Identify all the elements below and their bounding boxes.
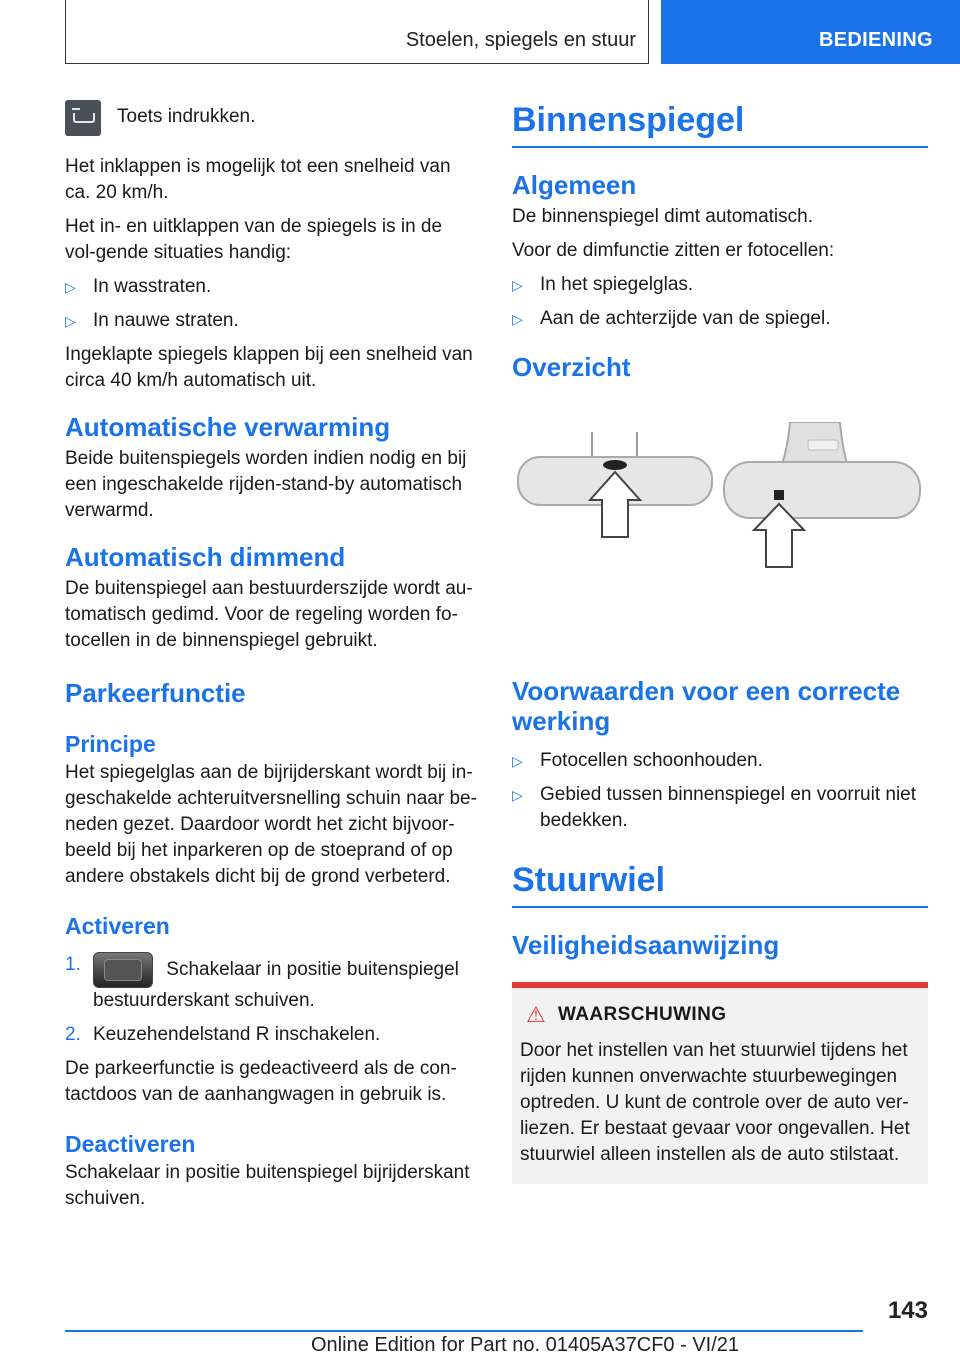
list-item: ▷ In nauwe straten. (65, 308, 477, 334)
heading-safety: Veiligheidsaanwijzing (512, 930, 780, 960)
page-number: 143 (887, 1297, 928, 1324)
heading-dimming: Automatisch dimmend (65, 542, 346, 572)
warning-text: Door het instellen van het stuurwiel tijdens het rijden kunnen onverwachte stuurbewegingen optreden. U kunt de controle over de auto ver-liezen. Er bestaat gevaar voor ongevallen. Het stuurwiel alleen instellen als de auto stilstaat. (520, 1040, 910, 1165)
right-column (512, 100, 928, 1184)
general-text-2: Voor de dimfunctie zitten er fotocellen: (512, 240, 835, 261)
press-button-row (65, 100, 477, 136)
fold-situations-text: Het in- en uitklappen van de spiegels is in de vol-gende situaties handig: (65, 216, 443, 263)
fold-speed-text: Het inklappen is mogelijk tot een snelheid van ca. 20 km/h. (65, 156, 451, 203)
heading-overview: Overzicht (512, 352, 631, 382)
footer-divider (65, 1330, 863, 1332)
left-column (65, 100, 477, 1212)
list-item: ▷ Fotocellen schoonhouden. (512, 748, 928, 774)
header-chapter-tab[interactable] (661, 0, 960, 64)
heading-conditions: Voorwaarden voor een correcte werking (512, 676, 901, 736)
mirror-illustration (512, 422, 928, 602)
bullet-triangle-icon: ▷ (512, 753, 523, 769)
heading-deactivate: Deactiveren (65, 1131, 196, 1157)
warning-triangle-icon: ⚠ (526, 1002, 547, 1027)
list-item: ▷ Gebied tussen binnenspiegel en voorruit niet bedekken. (512, 784, 917, 831)
heading-inner-mirror: Binnenspiegel (512, 100, 928, 148)
list-item: ▷ Aan de achterzijde van de spiegel. (512, 306, 928, 332)
heating-text: Beide buitenspiegels worden indien nodig en bij een ingeschakelde rijden-stand-by automatisch verwarmd. (65, 448, 467, 521)
bullet-triangle-icon: ▷ (512, 277, 523, 293)
activate-note-text: De parkeerfunctie is gedeactiveerd als de con-tactdoos van de aanhangwagen in gebruik is. (65, 1058, 457, 1105)
footer-edition: Online Edition for Part no. 01405A37CF0 - VI/21 (311, 1334, 740, 1356)
heading-general: Algemeen (512, 170, 637, 200)
heading-parking: Parkeerfunctie (65, 678, 246, 708)
warning-box (512, 982, 928, 1184)
warning-title: ⚠ WAARSCHUWING (526, 1002, 727, 1027)
heading-steering-wheel: Stuurwiel (512, 860, 928, 908)
heading-principle: Principe (65, 731, 156, 757)
press-button-text: Toets indrukken. (117, 106, 256, 127)
heading-heating: Automatische verwarming (65, 412, 391, 442)
deactivate-text: Schakelaar in positie buitenspiegel bijrijderskant schuiven. (65, 1162, 470, 1209)
inner-mirror-figure (512, 422, 928, 602)
unfold-speed-text: Ingeklapte spiegels klappen bij een snelheid van circa 40 km/h automatisch uit. (65, 344, 473, 391)
bullet-triangle-icon: ▷ (512, 311, 523, 327)
bullet-triangle-icon: ▷ (512, 787, 523, 803)
bullet-triangle-icon: ▷ (65, 279, 76, 295)
header-section-box (65, 0, 649, 64)
list-item: 1. Schakelaar in positie buitenspiegel bestuurderskant schuiven. (65, 954, 459, 1011)
header-section-title: Stoelen, spiegels en stuur (405, 29, 636, 51)
mirror-switch-icon (93, 952, 153, 988)
list-item: ▷ In wasstraten. (65, 274, 477, 300)
principle-text: Het spiegelglas aan de bijrijderskant wordt bij in-geschakelde achteruitversnelling schuin naar be-neden gezet. Daardoor wordt het zicht bijvoor-beeld bij het inparkeren op de stoeprand of op andere obstakels dicht bij de grond verbeterd. (65, 762, 477, 887)
list-item: 2. Keuzehendelstand R inschakelen. (65, 1024, 381, 1045)
list-item: ▷ In het spiegelglas. (512, 272, 928, 298)
dimming-text: De buitenspiegel aan bestuurderszijde wordt au-tomatisch gedimd. Voor de regeling worden fo-tocellen in de binnenspiegel gebruikt. (65, 578, 473, 651)
mirror-fold-button-icon (65, 100, 101, 136)
general-text-1: De binnenspiegel dimt automatisch. (512, 206, 814, 227)
photocell-icon (774, 490, 784, 500)
header-chapter-label: BEDIENING (819, 29, 933, 51)
bullet-triangle-icon: ▷ (65, 313, 76, 329)
heading-activate: Activeren (65, 913, 170, 939)
photocell-icon (603, 460, 627, 470)
